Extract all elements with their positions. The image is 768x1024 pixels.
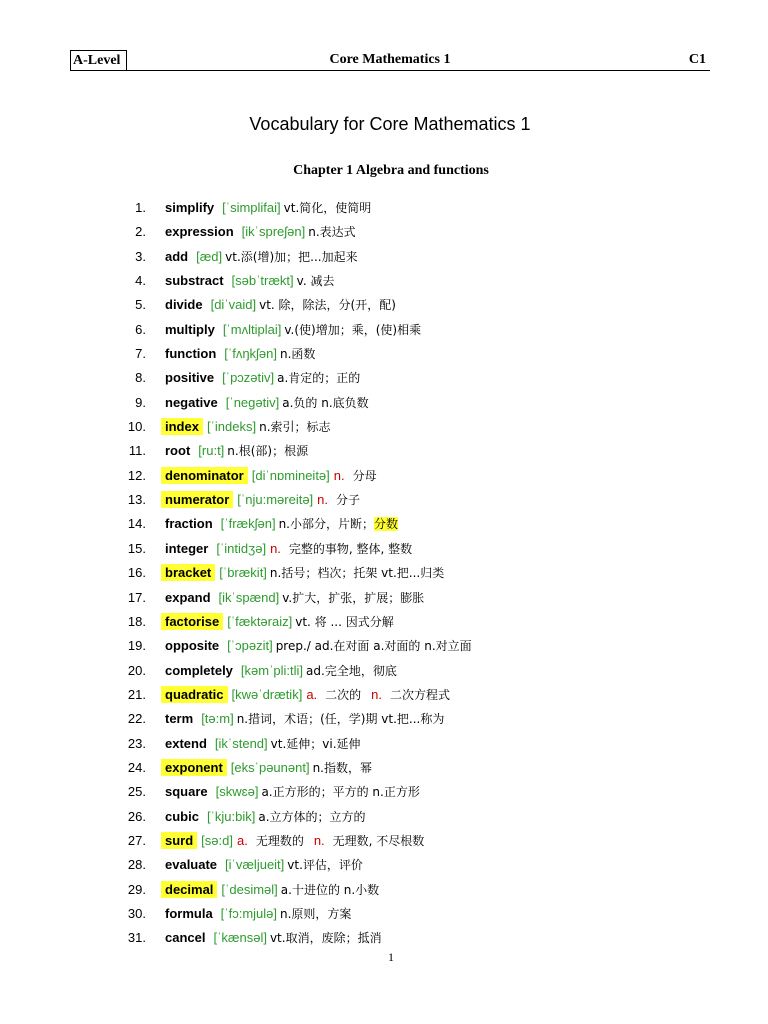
vocab-entry [0,634,768,658]
entry-body [161,683,450,707]
entry-definition: n.表达式 [308,225,356,240]
entry-number: 12. [127,467,146,483]
entry-body [161,464,377,488]
entry-number: 25. [127,784,146,800]
entry-phonetic: [skwɛə] [215,784,259,800]
entry-word: positive [165,370,215,386]
vocab-entry [0,878,768,902]
entry-number: 2. [135,224,146,240]
entry-number: 9. [135,394,146,410]
entry-part-of-speech: n. [333,467,345,483]
entry-phonetic: [ikˈstend] [214,735,268,751]
entry-phonetic: [ikˈspreʃən] [241,224,306,240]
entry-number: 5. [135,297,146,313]
entry-body [161,878,379,902]
vocab-entry [0,220,768,244]
entry-word: completely [165,662,233,678]
entry-word: surd [161,832,197,849]
vocab-entry [0,366,768,390]
entry-phonetic: [ˈbrækit] [219,565,267,581]
entry-body [161,245,358,269]
entry-body [161,829,424,853]
entry-number: 14. [127,516,146,532]
entry-word: fraction [165,516,213,532]
entry-body [161,342,315,366]
entry-phonetic: [ˈfʌŋkʃən] [224,346,278,362]
entry-word: bracket [161,564,215,581]
entry-number: 23. [127,735,146,751]
entry-phonetic: [ˈindeks] [206,419,257,435]
vocab-entry [0,464,768,488]
entry-definition: n.措词，术语；(任，学)期 vt.把...称为 [236,712,445,727]
entry-phonetic: [ikˈspænd] [218,589,280,605]
entry-body [161,391,369,415]
entry-definition: v. 减去 [296,274,335,289]
entry-body [161,269,334,293]
entry-definition: vt.简化，使简明 [283,201,372,215]
vocab-entry [0,926,768,950]
entry-body [161,586,424,610]
entry-part-of-speech: n. [317,492,329,508]
entry-word: add [165,248,189,264]
entry-word: expression [165,224,234,240]
entry-phonetic: [sə:d] [201,832,233,848]
vocab-entry [0,586,768,610]
entry-word: cancel [165,930,206,946]
entry-body [161,561,444,585]
entry-body [161,512,398,536]
header-course-title: Core Mathematics 1 [329,52,451,67]
entry-body [161,610,394,634]
entry-phonetic: [eksˈpəunənt] [230,759,310,775]
entry-body [161,415,331,439]
entry-word: numerator [161,491,233,508]
vocab-entry [0,318,768,342]
vocab-entry [0,269,768,293]
page-header [70,50,710,71]
entry-definition: n.指数，幂 [312,760,372,775]
entry-number: 27. [127,832,146,848]
entry-phonetic: [ˈɔpəzit] [227,638,273,654]
entry-phonetic: [ˈnju:məreitə] [237,492,314,508]
entry-phonetic: [æd] [196,248,223,264]
entry-definition: 无理数的 [255,833,304,848]
entry-number: 8. [135,370,146,386]
entry-part-of-speech: a. [236,832,248,848]
entry-phonetic: [ˈfɔ:mjulə] [220,905,278,921]
entry-number: 4. [135,273,146,289]
entry-number: 21. [127,686,146,702]
entry-phonetic: [tə:m] [201,711,234,727]
entry-word: exponent [161,759,227,776]
entry-phonetic: [ˈsimplifai] [222,200,281,215]
entry-word: expand [165,589,211,605]
entry-body [161,732,361,756]
entry-word: factorise [161,613,223,630]
entry-body [161,293,396,317]
entry-body [161,318,421,342]
entry-definition: n.索引；标志 [259,420,331,435]
header-course-code: C1 [688,52,706,67]
entry-definition: prep./ ad.在对面 a.对面的 n.对立面 [275,639,472,654]
vocab-entry [0,488,768,512]
entry-phonetic: [ˈdesiməl] [221,881,278,897]
entry-definition: vt.延伸；vi.延伸 [270,736,361,751]
entry-definition: n.函数 [280,347,316,362]
entry-phonetic: [ˈpɔzətiv] [222,370,275,386]
entry-body [161,366,360,390]
entry-phonetic: [kwəˈdrætik] [231,686,303,702]
entry-definition: n.原则，方案 [280,906,352,921]
vocab-entry [0,245,768,269]
entry-word: divide [165,297,203,313]
vocab-entry [0,512,768,536]
vocab-entry [0,805,768,829]
vocab-entry [0,439,768,463]
page-number: 1 [388,950,394,964]
entry-definition: a.肯定的；正的 [277,371,361,386]
entry-definition: 分子 [336,493,361,508]
entry-definition: vt. 将 ... 因式分解 [295,614,394,629]
entry-word: term [165,711,194,727]
entry-word: function [165,346,217,362]
entry-phonetic: [diˈvaid] [210,297,257,313]
entry-phonetic: [ˈfrækʃən] [220,516,276,532]
entry-number: 13. [127,492,146,508]
entry-body [161,220,356,244]
entry-highlighted-definition: 分数 [374,517,399,532]
vocab-entry [0,683,768,707]
entry-definition: 无理数, 不尽根数 [332,833,425,848]
entry-number: 3. [135,248,146,264]
entry-word: extend [165,735,207,751]
entry-phonetic: [ru:t] [198,443,225,459]
vocab-entry [0,391,768,415]
entry-definition: n.括号；档次；托架 vt.把...归类 [269,566,445,581]
entry-word: root [165,443,191,459]
entry-phonetic: [ˈnegətiv] [225,394,280,410]
entry-definition: n.小部分，片断； [278,517,374,532]
vocab-entry [0,902,768,926]
entry-number: 28. [127,857,146,873]
entry-body [161,805,366,829]
entry-number: 30. [127,905,146,921]
entry-definition: 二次方程式 [390,687,451,702]
entry-number: 22. [127,711,146,727]
entry-word: formula [165,905,213,921]
entry-number: 26. [127,808,146,824]
entry-word: evaluate [165,857,218,873]
vocab-entry [0,537,768,561]
entry-phonetic: [ˈintidʒə] [216,540,267,556]
entry-part-of-speech: n. [270,540,281,556]
vocab-entry [0,756,768,780]
entry-number: 10. [127,419,146,435]
entry-definition: a.十进位的 n.小数 [280,882,380,897]
entry-phonetic: [ˈmʌltiplai] [222,321,282,337]
entry-word: opposite [165,638,220,654]
entry-number: 16. [127,565,146,581]
entry-definition: ad.完全地，彻底 [306,663,397,678]
entry-word: index [161,418,203,435]
entry-body [161,659,397,683]
entry-phonetic: [kəmˈpli:tli] [240,662,304,678]
entry-body [161,853,363,877]
entry-word: substract [165,273,224,289]
entry-body [161,537,412,561]
header-level-label: A-Level [70,50,127,70]
entry-number: 17. [127,589,146,605]
entry-phonetic: [ˈfæktəraiz] [227,613,293,629]
entry-body [161,756,372,780]
entry-body [161,439,308,463]
vocab-entry [0,342,768,366]
entry-number: 7. [135,346,146,362]
entry-body [161,780,420,804]
entry-definition: a.正方形的；平方的 n.正方形 [261,785,420,800]
entry-number: 18. [127,613,146,629]
vocab-entry [0,829,768,853]
entry-definition: vt. 除，除法，分(开，配) [259,298,396,313]
entry-number: 24. [127,759,146,775]
entry-phonetic: [iˈvæljueit] [225,857,285,873]
entry-number: 19. [127,638,146,654]
entry-body [161,196,371,220]
entry-number: 1. [135,200,146,215]
entry-word: quadratic [161,686,228,703]
vocab-entry [0,853,768,877]
entry-word: cubic [165,808,199,824]
entry-body [161,488,360,512]
entry-word: decimal [161,881,217,898]
entry-number: 20. [127,662,146,678]
vocab-entry [0,732,768,756]
entry-part-of-speech: a. [306,686,318,702]
chapter-heading: Chapter 1 Algebra and functions [293,163,489,178]
entry-definition: a.负的 n.底负数 [282,395,369,410]
entry-number: 15. [127,540,146,556]
vocabulary-list [0,196,768,951]
entry-phonetic: [diˈnɒmineitə] [251,467,330,483]
entry-definition: 分母 [352,468,377,483]
entry-definition: 二次的 [325,687,362,702]
vocab-entry [0,415,768,439]
entry-definition: vt.添(增)加；把...加起来 [225,249,358,264]
vocab-entry [0,293,768,317]
entry-phonetic: [ˈkænsəl] [213,930,267,946]
entry-definition: 完整的事物, 整体, 整数 [288,541,413,556]
entry-number: 31. [127,930,146,946]
vocab-entry [0,561,768,585]
entry-word: square [165,784,208,800]
entry-definition: n.根(部)；根源 [227,444,309,459]
document-title: Vocabulary for Core Mathematics 1 [249,114,531,134]
entry-word: integer [165,540,209,556]
vocab-entry [0,707,768,731]
vocab-entry [0,780,768,804]
entry-definition: v.扩大，扩张，扩展；膨胀 [282,590,425,605]
entry-body [161,634,472,658]
vocab-entry [0,196,768,220]
entry-number: 29. [127,881,146,897]
entry-word: negative [165,394,218,410]
entry-number: 11. [128,443,146,459]
entry-word: denominator [161,467,248,484]
entry-phonetic: [səbˈtrækt] [231,273,294,289]
entry-definition: v.(使)增加；乘，(使)相乘 [284,322,422,337]
entry-word: multiply [165,321,215,337]
vocab-entry [0,610,768,634]
entry-body [161,902,351,926]
entry-word: simplify [165,200,215,215]
entry-phonetic: [ˈkju:bik] [206,808,256,824]
entry-definition: vt.取消，废除；抵消 [269,931,382,946]
entry-body [161,926,382,950]
entry-definition: vt.评估，评价 [287,858,363,873]
entry-part-of-speech: n. [313,832,325,848]
entry-part-of-speech: n. [371,686,383,702]
entry-number: 6. [135,321,146,337]
vocab-entry [0,659,768,683]
entry-definition: a.立方体的；立方的 [258,809,366,824]
entry-body [161,707,444,731]
